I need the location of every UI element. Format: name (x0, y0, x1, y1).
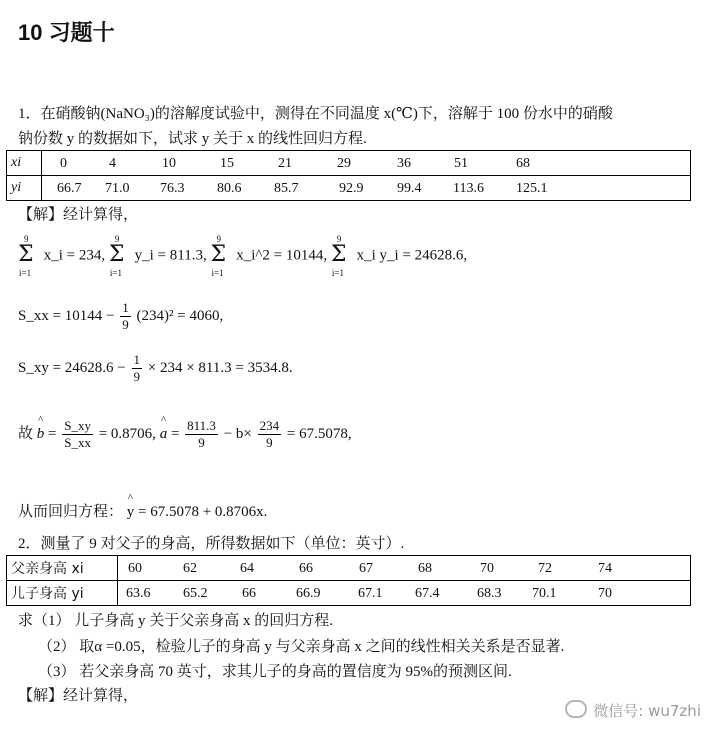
a-hat: ^ a (160, 426, 168, 443)
son-height: 68.3 (477, 586, 502, 601)
table-row (7, 176, 691, 201)
coefficient-line: 故 ^ b = $\frac{S\_xy}{S\_xx}$ = 0.8706, ^ a = $\frac{811.3}{9}$ − b× $\frac{234}{9}$ = 67.5078, (18, 418, 352, 451)
fraction-denominator: 9 (122, 317, 129, 332)
sigma-symbol (18, 236, 40, 276)
son-height: 70.1 (532, 586, 557, 601)
problem-1-line-1: 1．在硝酸钠(NaNO₃)的溶解度试验中，测得在不同温度 x(℃)下，溶解于 100 份水中的硝酸 (18, 106, 613, 122)
table-row (7, 151, 691, 176)
fraction-denominator: 9 (258, 434, 282, 451)
father-height: 70 (480, 561, 494, 576)
y-value: 71.0 (105, 181, 130, 196)
father-height: 60 (128, 561, 142, 576)
y-values-cell (42, 176, 691, 201)
x-value: 36 (397, 156, 411, 171)
y-value: 92.9 (339, 181, 364, 196)
father-height: 68 (418, 561, 432, 576)
fraction (185, 418, 218, 451)
problem-2-line-1: 2．测量了 9 对父子的身高，所得数据如下（单位：英寸）. (18, 536, 405, 552)
question-1: 求（1） 儿子身高 y 关于父亲身高 x 的回归方程. (18, 613, 334, 629)
row-label-son: 儿子身高 yi (7, 581, 118, 606)
son-height: 67.4 (415, 586, 440, 601)
page-title: 10 习题十 (18, 20, 115, 45)
question-3: （3） 若父亲身高 70 英寸，求其儿子的身高的置信度为 95%的预测区间. (38, 664, 512, 680)
row-label-father: 父亲身高 xi (7, 556, 118, 581)
x-value: 68 (516, 156, 530, 171)
fraction (258, 418, 282, 451)
watermark-text: 微信号: wu7zhi (593, 702, 701, 720)
y-value: 113.6 (453, 181, 484, 196)
solubility-table (6, 150, 691, 201)
sum-upper: 9 (336, 234, 342, 244)
father-height: 74 (598, 561, 612, 576)
row-label-y (7, 176, 42, 201)
son-height: 67.1 (358, 586, 383, 601)
fraction-denominator: S_xx (64, 435, 91, 450)
x-value: 0 (60, 156, 67, 171)
son-height: 66 (242, 586, 256, 601)
fraction (62, 418, 93, 451)
sum-xy: x_i y_i = 24628.6, (356, 247, 468, 264)
x-value: 51 (454, 156, 468, 171)
sum-x-squared: x_i^2 = 10144, (236, 247, 328, 264)
sum-lower: i=1 (109, 268, 122, 278)
y-value: 85.7 (274, 181, 299, 196)
watermark (565, 700, 701, 721)
x-value: 4 (109, 156, 116, 171)
fraction-denominator: 9 (185, 434, 218, 451)
sum-upper: 9 (24, 234, 29, 244)
row-label-x (7, 151, 42, 176)
fraction-numerator: 1 (133, 352, 141, 367)
solution-2-header: 【解】经计算得， (18, 686, 139, 704)
sxy-left: S_xy = 24628.6 − (18, 359, 126, 376)
x-value: 10 (162, 156, 176, 171)
y-value: 80.6 (217, 181, 242, 196)
b-hat: ^ b (37, 426, 45, 443)
father-height: 67 (359, 561, 373, 576)
sxx-right: (234)² = 4060, (136, 307, 224, 324)
question-2: （2） 取α =0.05，检验儿子的身高 y 与父亲身高 x 之间的线性相关关系是否显著. (38, 639, 565, 655)
sum-lower: i=1 (331, 268, 344, 278)
sum-lower: i=1 (211, 268, 224, 278)
fraction-numerator: S_xy (64, 418, 91, 433)
a-middle: − b× (223, 425, 252, 442)
sigma-symbol (331, 236, 353, 276)
x-value: 29 (337, 156, 351, 171)
x-value: 15 (220, 156, 234, 171)
fraction-numerator: 234 (259, 418, 280, 433)
sum-x: x_i = 234, (43, 247, 106, 264)
sum-y: y_i = 811.3, (134, 247, 207, 264)
y-value: 125.1 (516, 181, 548, 196)
father-height: 64 (240, 561, 254, 576)
y-value: 66.7 (57, 181, 82, 196)
fraction-numerator: 1 (122, 300, 129, 315)
table-row (7, 556, 691, 581)
regression-equation: ^ y = 67.5078 + 0.8706x. (127, 504, 268, 521)
sigma-symbol (210, 236, 232, 276)
fraction (120, 300, 131, 333)
sxx-left: S_xx = 10144 − (18, 307, 115, 324)
son-height: 70 (598, 586, 612, 601)
sigma-glyph: Σ (18, 242, 34, 267)
son-height: 66.9 (296, 586, 321, 601)
sxy-right: × 234 × 811.3 = 3534.8. (147, 359, 293, 376)
wechat-icon (565, 700, 587, 718)
sigma-glyph: Σ (330, 242, 347, 267)
sigma-symbol (109, 236, 131, 276)
b-value: = 0.8706, (98, 425, 156, 442)
fraction-denominator: 9 (133, 369, 141, 384)
regression-line (18, 500, 267, 521)
a-value: = 67.5078, (286, 425, 352, 442)
son-height: 65.2 (183, 586, 208, 601)
sxy-line (18, 352, 293, 385)
sigma-glyph: Σ (210, 242, 227, 267)
sum-upper: 9 (114, 234, 120, 244)
solution-1-header: 【解】经计算得， (18, 205, 139, 223)
regression-label: 从而回归方程： (18, 502, 124, 520)
x-values-cell (42, 151, 691, 176)
father-height: 66 (299, 561, 313, 576)
sum-lower: i=1 (19, 268, 32, 278)
fraction (132, 352, 143, 385)
father-height: 62 (183, 561, 197, 576)
row-label-text: yi (11, 180, 22, 195)
son-height: 63.6 (126, 586, 151, 601)
son-values-cell (118, 581, 691, 606)
sums-line (18, 236, 467, 276)
father-values-cell (118, 556, 691, 581)
father-height: 72 (538, 561, 552, 576)
x-value: 21 (278, 156, 292, 171)
table-row (7, 581, 691, 606)
sxx-line (18, 300, 223, 333)
y-value: 76.3 (160, 181, 185, 196)
fraction-numerator: 811.3 (187, 418, 216, 433)
sum-upper: 9 (216, 234, 221, 244)
height-table (6, 555, 691, 606)
problem-1-line-2: 钠份数 y 的数据如下，试求 y 关于 x 的线性回归方程. (18, 131, 367, 147)
row-label-text: xi (11, 155, 22, 170)
therefore-label: 故 (18, 423, 34, 442)
sigma-glyph: Σ (108, 242, 125, 267)
y-value: 99.4 (397, 181, 422, 196)
